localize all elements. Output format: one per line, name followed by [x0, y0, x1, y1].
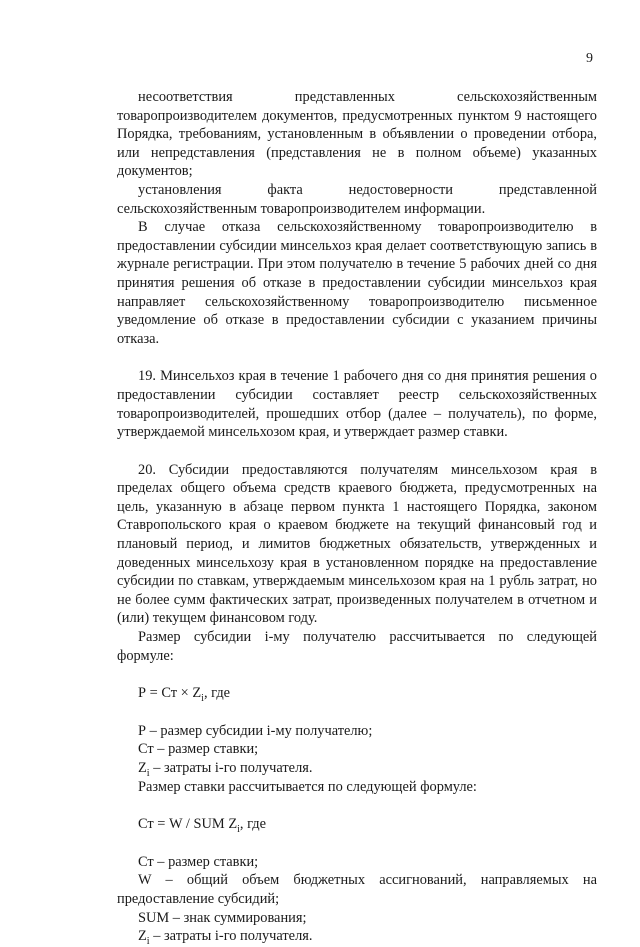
legend-zi-2: $Z_i$ – затраты i-го получателя. [138, 928, 313, 947]
legend-st: Ст – размер ставки; [138, 741, 259, 758]
paragraph-formula-intro: Размер субсидии i-му получателю рассчитывается по следующей формуле: [117, 629, 597, 664]
legend-st-2: Ст – размер ставки; [138, 853, 259, 870]
legend-p: Р – размер субсидии i-му получателю; [138, 722, 373, 739]
legend-zi: $Z_i$ – затраты i-го получателя. [138, 760, 313, 779]
paragraph-refusal: В случае отказа сельскохозяйственному товаропроизводителю в предоставлении субсидии минсельхоз края делает соответствующую запись в журнале регистрации. При этом получателю в течение 5 рабочих дней со дня принятия решения об отказе в предоставлении субсидии минсельхоз края направляет сельскохозяйственному товаропроизводителю письменное уведомление об отказе в предоставлении субсидии с указанием причины отказа. [117, 219, 597, 347]
formula-subsidy: Р = Ст × $Z_i$, где [138, 685, 231, 705]
paragraph-unreliable-info: установления факта недостоверности представленной сельскохозяйственным товаропроизводителем информации. [117, 181, 597, 217]
paragraph-clause-20: 20. Субсидии предоставляются получателям минсельхозом края в пределах общего объема средств краевого бюджета, предусмотренных на цель, указанную в абзаце первом пункта 1 настоящего Порядка, законом Ставропольского края о краевом бюджете на текущий финансовый год и плановый период, и лимитов бюджетных обязательств, утвержденных и доведенных минсельхозу края в установленном порядке на предоставление субсидии по ставкам, утверждаемым минсельхозом края на 1 рубль затрат, но не более сумм фактических затрат, произведенных получателем в отчетном и (или) текущем финансовом году. [117, 461, 597, 627]
document-body [117, 88, 597, 946]
legend-sum: SUM – знак суммирования; [138, 909, 307, 926]
paragraph-clause-19: 19. Минсельхоз края в течение 1 рабочего дня со дня принятия решения о предоставлении субсидии составляет реестр сельскохозяйственных товаропроизводителей, прошедших отбор (далее – получатель), по форме, утверждаемой минсельхозом края, и утверждает размер ставки. [117, 368, 597, 441]
formula-rate: Ст = W / SUM $Z_i$, где [138, 816, 267, 836]
rate-formula-intro: Размер ставки рассчитывается по следующей формуле: [138, 778, 477, 795]
legend-w: W – общий объем бюджетных ассигнований, направляемых на предоставление субсидий; [117, 872, 597, 907]
page-number: 9 [586, 51, 593, 66]
paragraph-nonconformity: несоответствия представленных сельскохозяйственным товаропроизводителем документов, предусмотренных пунктом 9 настоящего Порядка, требованиям, установленным в объявлении о проведении отбора, или непредставления (представления не в полном объеме) указанных документов; [117, 89, 597, 180]
